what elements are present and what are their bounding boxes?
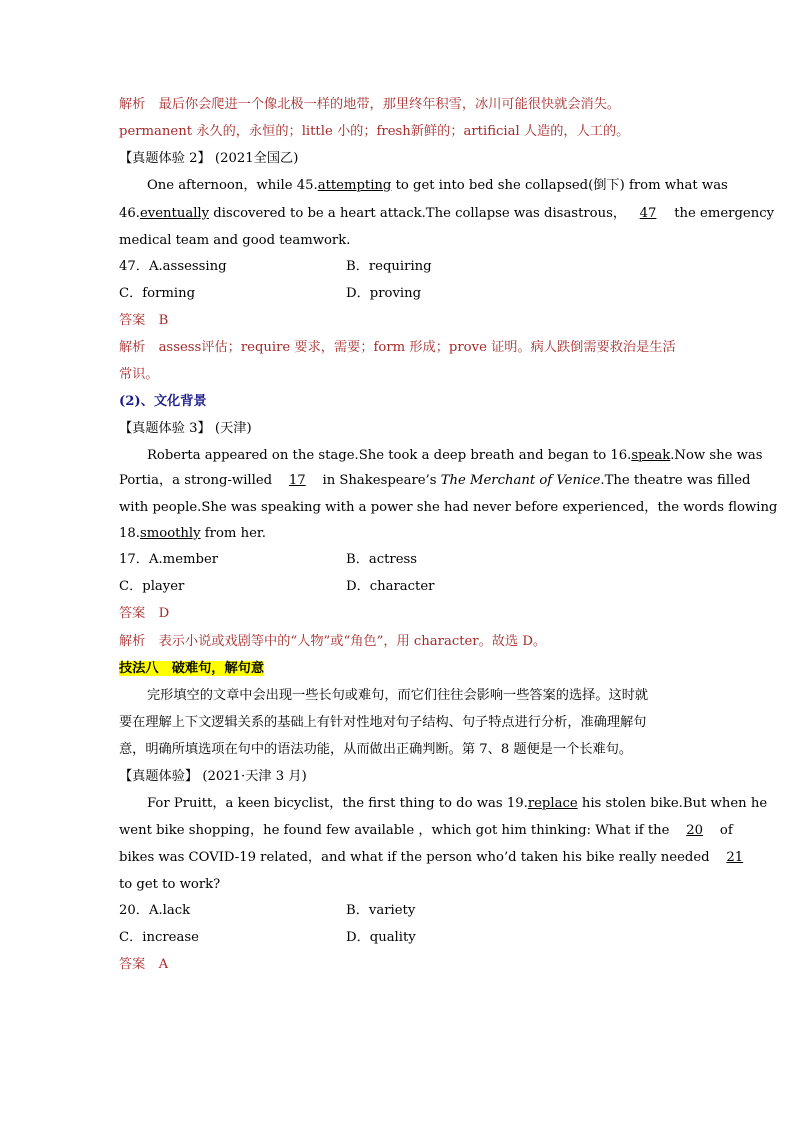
technique-title-text: 技法八 破难句，解句意 — [119, 661, 265, 676]
passage-text: Roberta appeared on the stage.She took a deep breath and began to 16. — [147, 448, 632, 463]
options-row — [119, 902, 679, 920]
option-c: C．player — [119, 579, 185, 594]
passage-text: his stolen bike.But when he — [577, 796, 768, 811]
option-d: D．quality — [346, 930, 416, 945]
passage-line — [119, 499, 777, 517]
question-header-4 — [119, 768, 307, 786]
passage-line — [119, 232, 350, 250]
option-b: B．requiring — [346, 259, 432, 274]
options-row — [119, 929, 679, 947]
option-c: C．forming — [119, 286, 196, 301]
technique-text: 完形填空的文章中会出现一些长句或难句，而它们往往会影响一些答案的选择。这时就 — [147, 688, 649, 703]
passage-text: went bike shopping，he found few available ，which got him thinking: What if the — [119, 823, 674, 838]
underlined-word: smoothly — [139, 526, 201, 541]
answer-value: D — [158, 606, 170, 621]
blank-20: 20 — [686, 823, 704, 838]
option-b: B．variety — [346, 903, 416, 918]
options-row — [119, 578, 679, 596]
passage-text: to get into bed she collapsed(倒下) from what was — [391, 178, 728, 193]
question-source: (2021全国乙) — [214, 151, 299, 166]
question-source: (2021·天津 3 月) — [202, 769, 307, 784]
passage-line — [119, 472, 751, 490]
analysis-text: assess评估；require 要求，需要；form 形成；prove 证明。病人跌倒需要救治是生活 — [158, 340, 676, 355]
analysis-line — [119, 366, 159, 384]
answer-line — [119, 605, 169, 623]
passage-text: 18. — [119, 526, 140, 541]
underlined-word: attempting — [317, 178, 392, 193]
passage-line — [119, 205, 774, 223]
answer-value: B — [158, 313, 169, 328]
passage-text: .Now she was — [670, 448, 763, 463]
passage-text: to get to work? — [119, 877, 221, 892]
passage-text: in Shakespeare’s — [318, 473, 441, 488]
answer-value: A — [158, 957, 169, 972]
options-row — [119, 285, 679, 303]
answer-line — [119, 312, 168, 330]
answer-label: 答案 — [119, 313, 146, 328]
technique-paragraph — [119, 714, 647, 732]
blank-47: 47 — [639, 206, 657, 221]
section-title-text: (2)、文化背景 — [119, 394, 207, 409]
analysis-line — [119, 96, 620, 114]
underlined-word: replace — [527, 796, 578, 811]
analysis-line — [119, 633, 546, 651]
passage-text: Portia，a strong-willed — [119, 473, 277, 488]
passage-text: the emergency — [670, 206, 775, 221]
book-title: The Merchant of Venice — [440, 473, 601, 488]
vocab-text: permanent 永久的，永恒的；little 小的；fresh新鲜的；artificial 人造的，人工的。 — [119, 124, 630, 139]
passage-text: 46. — [119, 206, 140, 221]
technique-paragraph — [119, 741, 632, 759]
option-a: 17．A.member — [119, 552, 219, 567]
analysis-line — [119, 339, 676, 357]
passage-line — [147, 177, 728, 195]
passage-text: One afternoon，while 45. — [147, 178, 318, 193]
vocab-line — [119, 123, 629, 141]
underlined-word: speak — [631, 448, 671, 463]
answer-line — [119, 956, 168, 974]
answer-label: 答案 — [119, 957, 146, 972]
option-a: 47．A.assessing — [119, 259, 227, 274]
option-c: C．increase — [119, 930, 199, 945]
options-row — [119, 551, 679, 569]
passage-line — [119, 525, 266, 543]
passage-line — [119, 876, 220, 894]
passage-line — [119, 822, 733, 840]
analysis-label: 解析 — [119, 340, 146, 355]
option-d: D．character — [346, 579, 435, 594]
blank-17: 17 — [288, 473, 306, 488]
passage-text: .The theatre was filled — [600, 473, 751, 488]
option-b: B．actress — [346, 552, 418, 567]
passage-line — [119, 849, 756, 867]
technique-text: 要在理解上下文逻辑关系的基础上有针对性地对句子结构、句子特点进行分析，准确理解句 — [119, 715, 647, 730]
technique-paragraph — [147, 687, 648, 705]
passage-text: discovered to be a heart attack.The collapse was disastrous， — [209, 206, 627, 221]
passage-text: from her. — [200, 526, 266, 541]
analysis-label: 解析 — [119, 634, 146, 649]
analysis-label: 解析 — [119, 97, 146, 112]
technique-title — [119, 660, 264, 678]
question-header-label: 【真题体验】 — [119, 769, 199, 784]
question-header-3 — [119, 420, 252, 438]
blank-21: 21 — [726, 850, 744, 865]
answer-label: 答案 — [119, 606, 146, 621]
analysis-text: 最后你会爬进一个像北极一样的地带，那里终年积雪，冰川可能很快就会消失。 — [158, 97, 621, 112]
passage-line — [147, 795, 767, 813]
analysis-text: 表示小说或戏剧等中的“人物”或“角色”，用 character。故选 D。 — [158, 634, 547, 649]
section-title — [119, 393, 207, 411]
analysis-text: 常识。 — [119, 367, 159, 382]
question-header-label: 【真题体验 3】 — [119, 421, 211, 436]
passage-text: For Pruitt，a keen bicyclist，the first thing to do was 19. — [147, 796, 528, 811]
technique-text: 意，明确所填选项在句中的语法功能，从而做出正确判断。第 7、8 题便是一个长难句。 — [119, 742, 633, 757]
passage-text: bikes was COVID-19 related，and what if the person who’d taken his bike really needed — [119, 850, 714, 865]
passage-text: with people.She was speaking with a power she had never before experienced，the words flowing — [119, 500, 778, 515]
passage-text: of — [715, 823, 733, 838]
options-row — [119, 258, 679, 276]
option-d: D．proving — [346, 286, 422, 301]
question-source: (天津) — [214, 421, 252, 436]
passage-text: medical team and good teamwork. — [119, 233, 351, 248]
question-header-label: 【真题体验 2】 — [119, 151, 211, 166]
question-header-2 — [119, 150, 298, 168]
passage-line — [147, 447, 763, 465]
underlined-word: eventually — [139, 206, 210, 221]
option-a: 20．A.lack — [119, 903, 191, 918]
